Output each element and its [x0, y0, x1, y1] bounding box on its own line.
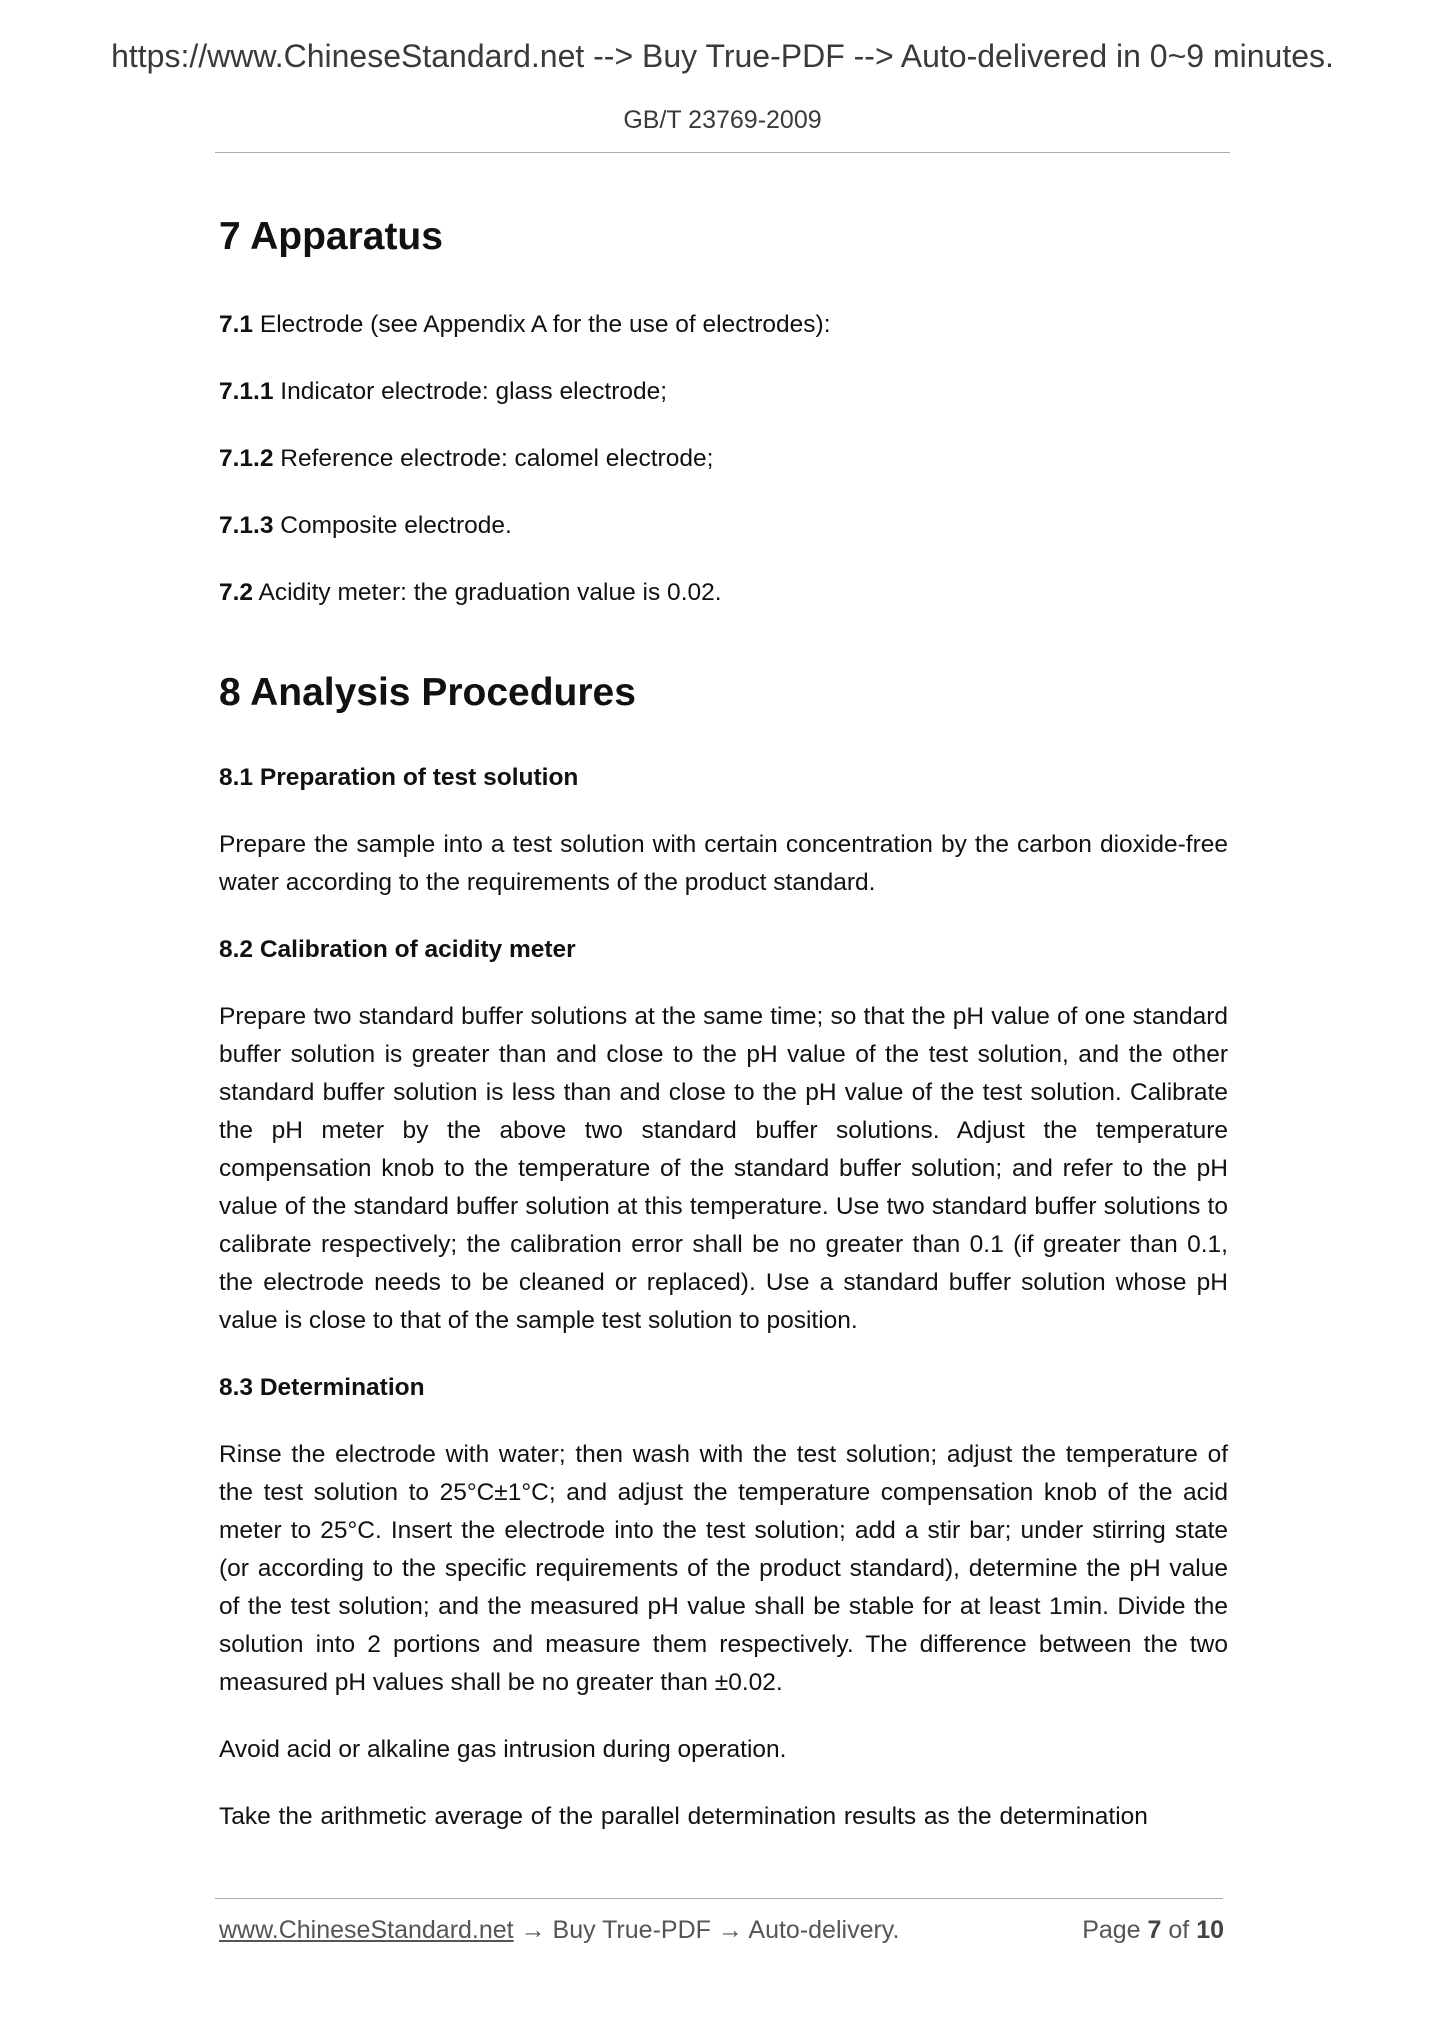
clause-number: 7.1 [219, 310, 254, 338]
clause-8-3-note: Avoid acid or alkaline gas intrusion during operation. [219, 1735, 787, 1763]
clause-8-1-text: Prepare the sample into a test solution with certain concentration by the carbon dioxide-free water according to the requirements of the product standard. [219, 830, 1228, 896]
clause-8-2-heading: 8.2 Calibration of acidity meter [219, 935, 576, 963]
clause-8-3-heading: 8.3 Determination [219, 1373, 425, 1401]
clause-7-1-3 [219, 507, 1228, 545]
clause-number: 7.1.2 [219, 444, 274, 472]
footer-divider [215, 1898, 1223, 1899]
header-divider [215, 152, 1230, 153]
document-code: GB/T 23769-2009 [623, 106, 822, 134]
page-label: Page [1082, 1916, 1148, 1944]
footer-promo [219, 1916, 899, 1945]
clause-text: Electrode (see Appendix A for the use of electrodes): [253, 310, 831, 338]
clause-text: Acidity meter: the graduation value is 0.02. [253, 578, 722, 606]
clause-number: 7.1.3 [219, 511, 274, 539]
clause-8-1-heading: 8.1 Preparation of test solution [219, 763, 579, 791]
footer-link[interactable]: www.ChineseStandard.net [219, 1916, 514, 1944]
section-8-heading: 8 Analysis Procedures [219, 670, 636, 714]
page-content [219, 208, 1228, 1865]
source-banner: https://www.ChineseStandard.net --> Buy True-PDF --> Auto-delivered in 0~9 minutes. [111, 38, 1334, 74]
page-total: 10 [1196, 1916, 1224, 1944]
page-current: 7 [1147, 1916, 1162, 1944]
clause-number: 7.2 [219, 578, 254, 606]
clause-8-2-text: Prepare two standard buffer solutions at the same time; so that the pH value of one standard buffer solution is greater than and close to the pH value of the test solution, and the other standard buffer solution is less than and close to the pH value of the test solution. Calibrate the pH meter by the above two standard buffer solutions. Adjust the temperature compensation knob to the temperature of the standard buffer solution; and refer to the pH value of the standard buffer solution at this temperature. Use two standard buffer solutions to calibrate respectively; the calibration error shall be no greater than 0.1 (if greater than 0.1, the electrode needs to be cleaned or replaced). Use a standard buffer solution whose pH value is close to that of the sample test solution to position. [219, 1002, 1228, 1334]
footer-tagline: → Buy True-PDF → Auto-delivery. [513, 1916, 900, 1944]
clause-text: Indicator electrode: glass electrode; [273, 377, 668, 405]
section-7-heading: 7 Apparatus [219, 215, 443, 258]
clause-7-1-2 [219, 440, 1228, 478]
clause-7-1-1 [219, 373, 1228, 411]
page-number [1082, 1916, 1224, 1945]
clause-8-3-text: Rinse the electrode with water; then wash with the test solution; adjust the temperature of the test solution to 25°C±1°C; and adjust the temperature compensation knob of the acid meter to 25°C. Insert the electrode into the test solution; add a stir bar; under stirring state (or according to the specific requirements of the product standard), determine the pH value of the test solution; and the measured pH value shall be stable for at least 1min. Divide the solution into 2 portions and measure them respectively. The difference between the two measured pH values shall be no greater than ±0.02. [219, 1440, 1228, 1696]
clause-text: Composite electrode. [273, 511, 512, 539]
clause-text: Reference electrode: calomel electrode; [273, 444, 714, 472]
page-of: of [1161, 1916, 1197, 1944]
clause-7-2 [219, 574, 1228, 612]
clause-7-1 [219, 306, 1228, 344]
clause-8-3-continued: Take the arithmetic average of the parallel determination results as the determination [219, 1802, 1148, 1830]
clause-number: 7.1.1 [219, 377, 274, 405]
